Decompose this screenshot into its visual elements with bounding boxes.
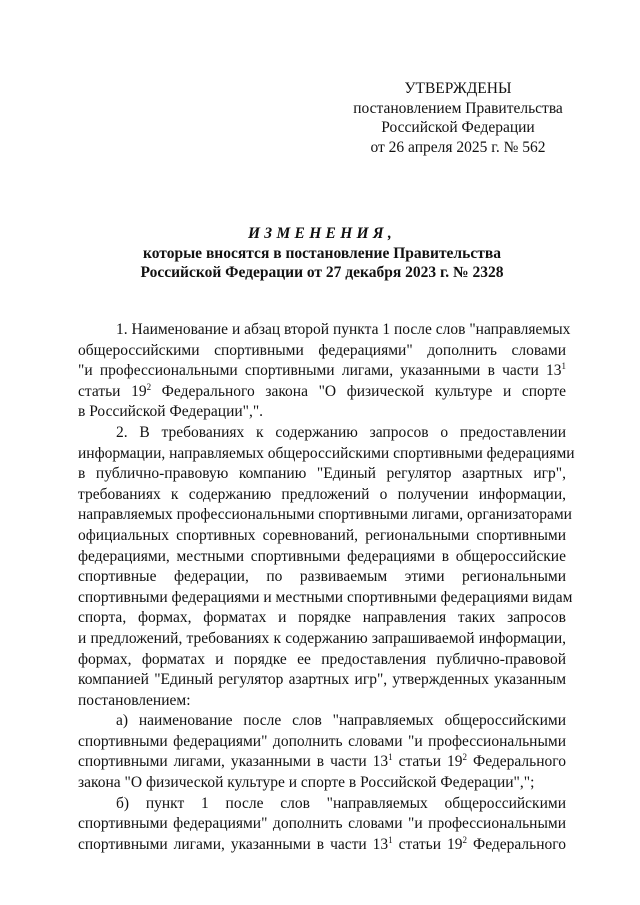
body-line (78, 320, 571, 341)
body-line (78, 629, 566, 650)
body-line (78, 670, 566, 691)
approved-title: УТВЕРЖДЕНЫ (404, 80, 512, 97)
body-line-text: спортивными лигами, указанными в части 13 (78, 753, 389, 771)
body-line (78, 794, 566, 815)
body-line (78, 588, 573, 609)
body-line (78, 547, 566, 568)
body-line (78, 691, 566, 712)
body-line-text: статьи 19 (392, 753, 463, 771)
body-line-text: официальных спортивных соревнований, региональными спортивными (78, 526, 566, 544)
body-line (78, 814, 566, 835)
body-line-text: постановлением: (78, 691, 191, 709)
body-line-text: спортивными лигами, указанными в части 13 (78, 835, 389, 853)
document-subtitle-line-1: которые вносятся в постановление Правительства (143, 244, 501, 262)
body-line-text: б) пункт 1 после слов "направляемых общероссийскими (116, 794, 566, 812)
body-line-text: статьи 19 (78, 382, 147, 400)
body-line-text: спортивными федерациями" дополнить словами "и профессиональными (78, 815, 566, 833)
body-line-text: статьи 19 (392, 835, 463, 853)
body-line (78, 382, 566, 403)
approval-line-1: постановлением Правительства (353, 99, 563, 117)
body-line (78, 341, 566, 362)
body-line-text: федерациями, местными спортивными федерациями в общероссийские (78, 547, 566, 565)
superscript-number: 2 (462, 834, 467, 845)
body-line (78, 711, 566, 732)
superscript-number: 2 (462, 752, 467, 763)
body-line-text: закона "О физической культуре и спорте в Российской Федерации","; (78, 774, 535, 792)
body-line (78, 464, 566, 485)
superscript-number: 1 (561, 361, 566, 372)
body-line-text: в публично-правовую компанию "Единый регулятор азартных игр", (78, 465, 566, 483)
body-line (78, 752, 566, 773)
body-line (78, 423, 566, 444)
approval-line-3: от 26 апреля 2025 г. № 562 (370, 138, 546, 156)
body-line-text: спортивные федерации, по развиваемым этими региональными (78, 568, 566, 586)
superscript-number: 1 (388, 834, 393, 845)
body-line (78, 444, 575, 465)
body-line-text: и предложений, требованиях к содержанию запрашиваемой информации, (78, 629, 566, 647)
body-line-text: Федерального закона "О физической культуре и спорте (151, 382, 566, 400)
document-body (78, 320, 575, 855)
body-line (78, 650, 566, 671)
body-line-text: спортивными федерациями" дополнить словами "и профессиональными (78, 732, 566, 750)
body-line-text: 2. В требованиях к содержанию запросов о предоставлении (116, 423, 566, 441)
body-line-text: спортивными федерациями и местными спортивными федерациями видам (78, 588, 573, 606)
body-line (78, 732, 566, 753)
body-line-text: Федерального (467, 753, 566, 771)
body-line (78, 773, 566, 794)
approval-block (340, 79, 576, 157)
body-line-text: а) наименование после слов "направляемых общероссийскими (116, 712, 566, 730)
body-line-text: направляемых профессиональными спортивными лигами, организаторами (78, 506, 572, 524)
body-line (78, 526, 566, 547)
superscript-number: 1 (388, 752, 393, 763)
body-line-text: требованиях к содержанию предложений о получении информации, (78, 485, 566, 503)
body-line-text: 1. Наименование и абзац второй пункта 1 после слов "направляемых (116, 321, 571, 338)
superscript-number: 2 (146, 381, 152, 392)
body-line-text: общероссийскими спортивными федерациями" дополнить словами (78, 341, 566, 359)
body-line-text: спорта, формах, форматах и порядке направления таких запросов (78, 609, 566, 627)
body-line (78, 608, 566, 629)
document-heading (78, 224, 566, 283)
body-line-text: компанией "Единый регулятор азартных игр", утвержденных указанным (78, 671, 566, 689)
body-line-text: информации, направляемых общероссийскими спортивными федерациями (78, 444, 575, 462)
approval-line-2: Российской Федерации (381, 119, 535, 136)
body-line (78, 361, 566, 382)
body-line (78, 567, 566, 588)
body-line-text: в Российской Федерации",". (78, 403, 264, 421)
document-title: ИЗМЕНЕНИЯ, (247, 225, 397, 242)
body-line (78, 485, 566, 506)
body-line (78, 505, 572, 526)
body-line-text: Федерального (467, 835, 566, 853)
body-line-text: "и профессиональными спортивными лигами, указанными в части 13 (78, 362, 562, 380)
body-line-text: формах, форматах и порядке ее предоставления публично-правовой (78, 650, 566, 668)
body-line (78, 402, 566, 423)
body-line (78, 835, 566, 856)
document-subtitle-line-2: Российской Федерации от 27 декабря 2023 г. № 2328 (140, 264, 504, 281)
